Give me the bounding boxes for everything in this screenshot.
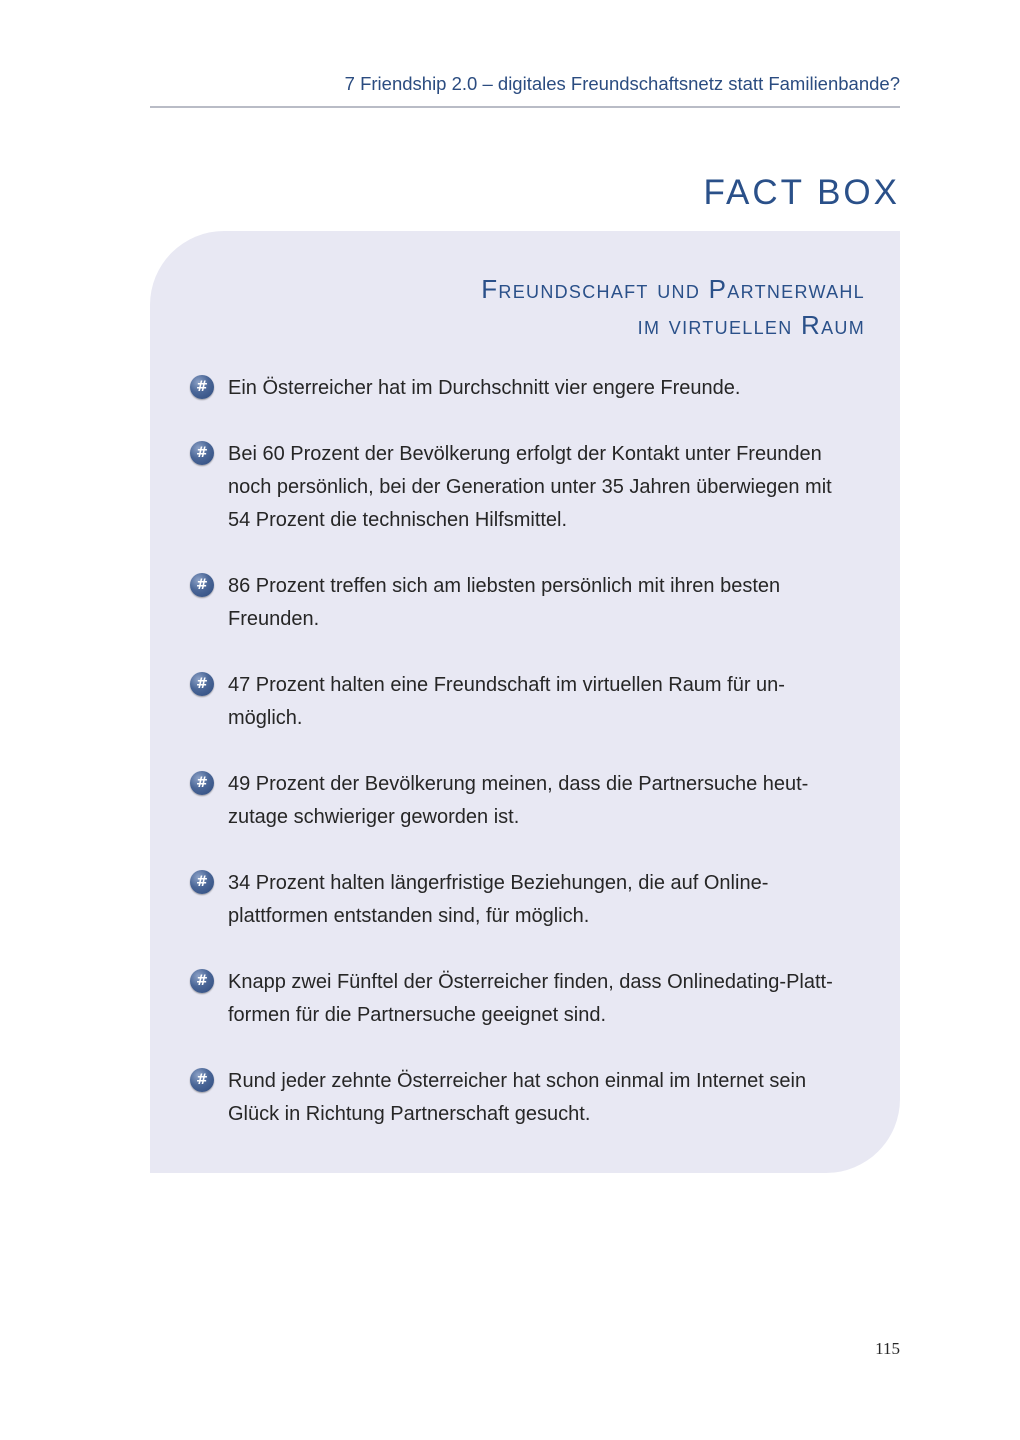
hash-bullet-icon [190,870,214,894]
hash-bullet-symbol: # [196,379,208,395]
fact-text [228,768,860,834]
fact-text-line: 47 Prozent halten eine Freundschaft im virtuellen Raum für un- [228,674,785,696]
fact-text-line: formen für die Partnersuche geeignet sind. [228,1004,606,1026]
hash-bullet-icon [190,672,214,696]
fact-text [228,1065,860,1131]
fact-text-line: 54 Prozent die technischen Hilfsmittel. [228,509,568,531]
hash-bullet-symbol: # [196,577,208,593]
hash-bullet-symbol: # [196,1072,208,1088]
fact-text-line: Ein Österreicher hat im Durchschnitt vier engere Freunde. [228,377,741,399]
fact-text-line: 49 Prozent der Bevölkerung meinen, dass die Partnersuche heut- [228,773,809,795]
fact-text-line: Knapp zwei Fünftel der Österreicher finden, dass Onlinedating-Platt- [228,971,833,993]
hash-bullet-symbol: # [196,775,208,791]
hash-bullet-icon [190,375,214,399]
hash-bullet-icon [190,573,214,597]
fact-text [228,966,860,1032]
hash-bullet-symbol: # [196,874,208,890]
fact-text-line: 86 Prozent treffen sich am liebsten persönlich mit ihren besten [228,575,781,597]
running-header: 7 Friendship 2.0 – digitales Freundschaftsnetz statt Familienbande? [344,73,900,94]
fact-text [228,372,860,405]
fact-text [228,669,860,735]
fact-text [228,867,860,933]
fact-box [150,231,900,1173]
fact-text-line: Rund jeder zehnte Österreicher hat schon einmal im Internet sein [228,1070,807,1092]
hash-bullet-icon [190,771,214,795]
fact-text-line: Bei 60 Prozent der Bevölkerung erfolgt der Kontakt unter Freunden [228,443,822,465]
fact-box-heading-line: im virtuellen Raum [637,310,865,340]
hash-bullet-symbol: # [196,676,208,692]
fact-text-line: noch persönlich, bei der Generation unter 35 Jahren überwiegen mit [228,476,832,498]
fact-text-line: 34 Prozent halten längerfristige Beziehungen, die auf Online- [228,872,769,894]
fact-text [228,438,860,537]
fact-text [228,570,860,636]
hash-bullet-symbol: # [196,445,208,461]
fact-box-title: FACT BOX [703,173,900,212]
fact-text-line: Glück in Richtung Partnerschaft gesucht. [228,1103,591,1125]
fact-text-line: Freunden. [228,608,320,630]
hash-bullet-icon [190,1068,214,1092]
hash-bullet-icon [190,441,214,465]
fact-box-heading [265,271,865,343]
page-number: 115 [875,1339,900,1358]
fact-box-heading-line: Freundschaft und Partnerwahl [481,274,865,304]
fact-text-line: zutage schwieriger geworden ist. [228,806,520,828]
fact-text-line: plattformen entstanden sind, für möglich. [228,905,590,927]
fact-text-line: möglich. [228,707,303,729]
hash-bullet-symbol: # [196,973,208,989]
hash-bullet-icon [190,969,214,993]
header-divider [150,106,900,108]
